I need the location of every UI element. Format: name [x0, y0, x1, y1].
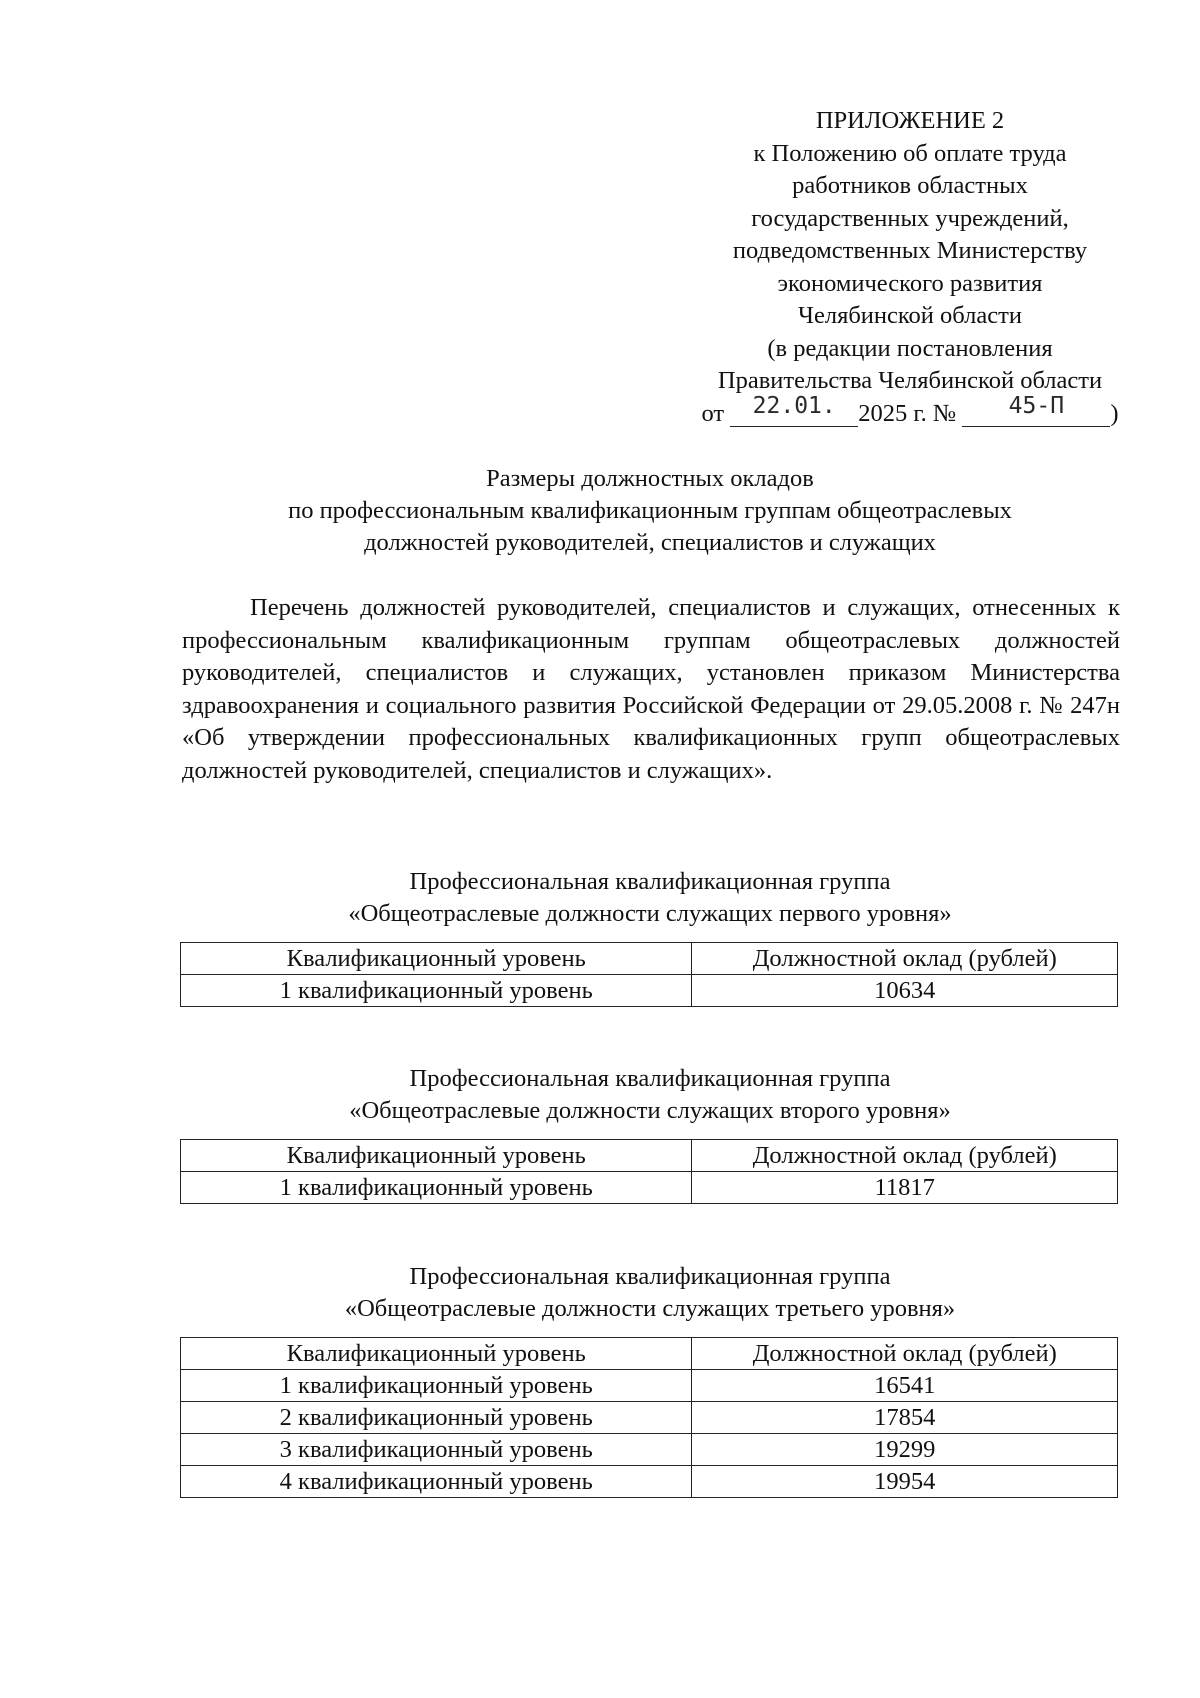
appendix-line: государственных учреждений, — [751, 204, 1069, 232]
level-cell: 2 квалификационный уровень — [181, 1402, 692, 1434]
column-header-salary: Должностной оклад (рублей) — [692, 943, 1118, 975]
group-heading-third-level — [180, 1261, 1120, 1325]
table-header-row — [181, 1140, 1118, 1172]
level-cell: 4 квалификационный уровень — [181, 1466, 692, 1498]
table-row — [181, 1172, 1118, 1204]
date-suffix: 2025 г. № — [858, 399, 957, 427]
intro-paragraph: Перечень должностей руководителей, специалистов и служащих, отнесенных к профессиональным квалификационным группам общеотраслевых должностей руководителей, специалистов и служащих, установлен приказом Министерства здравоохранения и социального развития Российской Федерации от 29.05.2008 г. № 247н «Об утверждении профессиональных квалификационных групп общеотраслевых должностей руководителей, специалистов и служащих». — [182, 594, 1120, 784]
group-heading-line: «Общеотраслевые должности служащих первого уровня» — [348, 900, 952, 927]
appendix-line: Челябинской области — [798, 302, 1022, 329]
group-heading-line: «Общеотраслевые должности служащих третьего уровня» — [344, 1295, 956, 1322]
level-cell: 1 квалификационный уровень — [181, 1172, 692, 1204]
column-header-level: Квалификационный уровень — [181, 1338, 692, 1370]
document-title — [180, 463, 1120, 559]
table-row — [181, 1434, 1118, 1466]
group-heading-line: Профессиональная квалификационная группа — [409, 1065, 891, 1092]
group-heading-second-level — [180, 1063, 1120, 1127]
column-header-level: Квалификационный уровень — [181, 943, 692, 975]
appendix-line: экономического развития — [777, 269, 1043, 297]
salary-cell: 16541 — [692, 1370, 1118, 1402]
table-row — [181, 1466, 1118, 1498]
number-blank — [962, 392, 1110, 427]
handwritten-number: 45-П — [1008, 392, 1065, 419]
title-line: должностей руководителей, специалистов и служащих — [364, 529, 936, 556]
level-cell: 3 квалификационный уровень — [181, 1434, 692, 1466]
handwritten-date: 22.01. — [752, 392, 836, 419]
salary-table-second-level — [180, 1139, 1118, 1204]
appendix-line: работников областных — [792, 172, 1028, 199]
group-heading-first-level — [180, 866, 1120, 930]
column-header-salary: Должностной оклад (рублей) — [692, 1338, 1118, 1370]
column-header-salary: Должностной оклад (рублей) — [692, 1140, 1118, 1172]
title-line: по профессиональным квалификационным группам общеотраслевых — [288, 497, 1012, 524]
salary-cell: 19299 — [692, 1434, 1118, 1466]
column-header-level: Квалификационный уровень — [181, 1140, 692, 1172]
salary-cell: 11817 — [692, 1172, 1118, 1204]
level-cell: 1 квалификационный уровень — [181, 1370, 692, 1402]
salary-cell: 17854 — [692, 1402, 1118, 1434]
title-line: Размеры должностных окладов — [486, 465, 814, 492]
date-prefix: от — [701, 399, 725, 427]
resolution-date-line — [650, 392, 1170, 431]
appendix-line: подведомственных Министерству — [732, 237, 1088, 264]
table-header-row — [181, 1338, 1118, 1370]
appendix-line: Правительства Челябинской области — [717, 367, 1103, 394]
salary-cell: 10634 — [692, 975, 1118, 1007]
level-cell: 1 квалификационный уровень — [181, 975, 692, 1007]
salary-table-first-level — [180, 942, 1118, 1007]
salary-cell: 19954 — [692, 1466, 1118, 1498]
group-heading-line: Профессиональная квалификационная группа — [409, 868, 891, 895]
group-heading-line: «Общеотраслевые должности служащих второго уровня» — [349, 1097, 951, 1124]
table-row — [181, 1402, 1118, 1434]
appendix-block — [650, 105, 1170, 430]
salary-table-third-level — [180, 1337, 1118, 1498]
group-heading-line: Профессиональная квалификационная группа — [409, 1263, 891, 1290]
table-header-row — [181, 943, 1118, 975]
appendix-title: ПРИЛОЖЕНИЕ 2 — [815, 107, 1005, 134]
date-blank — [730, 392, 858, 427]
table-row — [181, 1370, 1118, 1402]
appendix-line: (в редакции постановления — [767, 334, 1053, 362]
closing-paren: ) — [1110, 399, 1119, 427]
table-row — [181, 975, 1118, 1007]
appendix-line: к Положению об оплате труда — [753, 139, 1067, 167]
